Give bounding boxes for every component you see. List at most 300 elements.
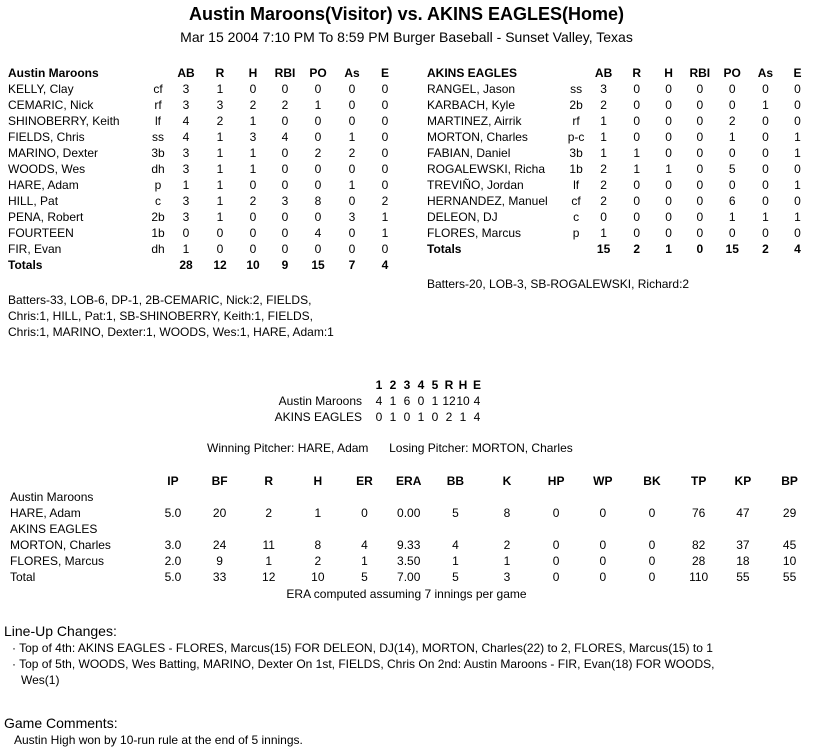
inning-header: 2: [389, 378, 397, 392]
pitching-stat-cell: 1: [452, 554, 459, 568]
stat-cell: 0: [794, 98, 801, 112]
pitching-total-row: [10, 569, 813, 585]
stat-cell: 3: [182, 82, 190, 96]
player-name: FLORES, Marcus: [427, 226, 522, 240]
stat-cell: 0: [728, 146, 736, 160]
player-position: 2b: [151, 210, 165, 224]
stat-cell: 0: [249, 226, 257, 240]
linescore-team: AKINS EAGLES: [274, 410, 362, 424]
stat-cell: 1: [665, 162, 672, 176]
stat-cell: 2: [600, 194, 607, 208]
total-cell: 4: [381, 258, 389, 272]
stat-cell: 1: [216, 162, 224, 176]
visitor-note-line: Batters-33, LOB-6, DP-1, 2B-CEMARIC, Nick:2, FIELDS,: [8, 293, 312, 307]
linescore-cell: 1: [389, 410, 397, 424]
pitching-total-cell: 33: [212, 570, 227, 584]
player-position: 1b: [151, 226, 165, 240]
total-cell: 28: [179, 258, 193, 272]
stat-cell: 0: [665, 130, 672, 144]
pitching-stat-cell: 0: [648, 506, 656, 520]
player-row: [427, 209, 813, 225]
era-note: ERA computed assuming 7 innings per game: [286, 587, 527, 601]
stat-cell: 0: [633, 226, 640, 240]
pitching-stat-cell: 0.00: [397, 506, 421, 520]
linescore-cell: 0: [375, 410, 383, 424]
linescore-row: [258, 393, 484, 409]
player-position: ss: [152, 130, 164, 144]
player-position: cf: [153, 82, 163, 96]
stat-cell: 1: [249, 146, 257, 160]
pitcher-row: [10, 553, 813, 569]
pitching-column-header: BF: [211, 474, 228, 488]
column-header: H: [248, 66, 258, 80]
player-row: [8, 177, 401, 193]
pitching-stat-cell: 2: [265, 506, 273, 520]
pitching-stat-cell: 10: [782, 554, 797, 568]
stat-cell: 0: [281, 114, 289, 128]
stat-cell: 0: [314, 162, 322, 176]
player-name: PENA, Robert: [8, 210, 84, 224]
player-name: MARINO, Dexter: [8, 146, 99, 160]
page-title: Austin Maroons(Visitor) vs. AKINS EAGLES(Home): [188, 4, 625, 24]
stat-cell: 0: [762, 146, 769, 160]
stat-cell: 0: [762, 194, 769, 208]
pitching-column-header: HP: [547, 474, 565, 488]
pitching-stat-cell: 0: [648, 538, 656, 552]
player-name: CEMARIC, Nick: [8, 98, 94, 112]
stat-cell: 2: [728, 114, 736, 128]
stat-cell: 0: [281, 178, 289, 192]
stat-cell: 0: [633, 82, 640, 96]
pitching-column-header: KP: [734, 474, 752, 488]
stat-cell: 0: [249, 178, 257, 192]
linescore-row: [258, 409, 484, 425]
stat-cell: 1: [216, 130, 224, 144]
linescore-cell: 4: [473, 394, 481, 408]
pitching-stat-cell: 8: [314, 538, 322, 552]
stat-cell: 0: [633, 178, 640, 192]
player-name: KELLY, Clay: [8, 82, 74, 96]
player-name: HERNANDEZ, Manuel: [427, 194, 548, 208]
stat-cell: 2: [249, 194, 257, 208]
column-header: As: [344, 66, 360, 80]
player-position: 1b: [569, 162, 583, 176]
stat-cell: 0: [314, 114, 322, 128]
column-header: H: [664, 66, 673, 80]
game-comments-text: Austin High won by 10-run rule at the end of 5 innings.: [14, 733, 303, 747]
pitching-stat-cell: 5: [452, 506, 459, 520]
stat-cell: 0: [633, 130, 640, 144]
stat-cell: 4: [182, 130, 190, 144]
game-info: Mar 15 2004 7:10 PM To 8:59 PM Burger Baseball - Sunset Valley, Texas: [180, 29, 633, 45]
player-position: lf: [155, 114, 161, 128]
pitching-stat-cell: 1: [503, 554, 511, 568]
stat-cell: 0: [794, 162, 801, 176]
totals-row: [8, 257, 401, 273]
stat-cell: 2: [600, 162, 607, 176]
lineup-change-item-cont: Wes(1): [21, 673, 60, 687]
stat-cell: 1: [762, 98, 769, 112]
stat-cell: 0: [281, 146, 289, 160]
player-row: [427, 145, 813, 161]
stat-cell: 1: [216, 194, 224, 208]
stat-cell: 1: [794, 178, 801, 192]
stat-cell: 0: [633, 114, 640, 128]
stat-cell: 2: [600, 178, 607, 192]
player-row: [8, 241, 401, 257]
player-name: SHINOBERRY, Keith: [8, 114, 120, 128]
stat-cell: 3: [249, 130, 257, 144]
stat-cell: 0: [314, 178, 322, 192]
column-header: E: [380, 66, 389, 80]
pitching-column-header: BP: [781, 474, 798, 488]
player-row: [427, 193, 813, 209]
pitching-table: [10, 473, 813, 585]
pitching-column-header: H: [313, 474, 323, 488]
pitching-stat-cell: 2.0: [164, 554, 182, 568]
inning-header: R: [444, 378, 454, 392]
stat-cell: 0: [348, 114, 356, 128]
home-note-line: Batters-20, LOB-3, SB-ROGALEWSKI, Richard:2: [427, 277, 690, 291]
pitching-stat-cell: 0: [361, 506, 368, 520]
stat-cell: 0: [381, 98, 389, 112]
player-position: dh: [151, 162, 165, 176]
losing-pitcher-label: Losing Pitcher:: [389, 441, 469, 455]
stat-cell: 0: [348, 82, 356, 96]
stat-cell: 0: [381, 178, 389, 192]
pitching-stat-cell: 8: [503, 506, 511, 520]
pitching-column-header: IP: [167, 474, 179, 488]
pitching-stat-cell: 0: [599, 554, 607, 568]
stat-cell: 0: [348, 162, 356, 176]
linescore-cell: 10: [456, 394, 470, 408]
linescore-team: Austin Maroons: [278, 394, 362, 408]
pitching-team-row: [10, 521, 813, 537]
stat-cell: 0: [314, 242, 322, 256]
visitor-note-line: Chris:1, MARINO, Dexter:1, WOODS, Wes:1, HARE, Adam:1: [8, 325, 334, 339]
pitching-stat-cell: 0: [552, 538, 560, 552]
player-name: ROGALEWSKI, Richa: [427, 162, 546, 176]
stat-cell: 0: [249, 242, 257, 256]
pitching-total-cell: 5: [452, 570, 459, 584]
stat-cell: 0: [794, 114, 801, 128]
totals-label: Totals: [427, 242, 462, 256]
inning-header: 4: [417, 378, 425, 392]
stat-cell: 0: [696, 226, 704, 240]
pitching-total-cell: 110: [689, 570, 709, 584]
stat-cell: 2: [348, 146, 356, 160]
stat-cell: 1: [728, 130, 736, 144]
lineup-change-item: · Top of 5th, WOODS, Wes Batting, MARINO, Dexter On 1st, FIELDS, Chris On 2nd: Austin Maroons - FIR, Evan(18) FOR WOODS,: [12, 657, 715, 671]
stat-cell: 1: [216, 178, 224, 192]
pitching-stat-cell: 0: [552, 506, 560, 520]
stat-cell: 3: [182, 194, 190, 208]
pitching-column-header: TP: [690, 474, 707, 488]
pitching-stat-cell: 3.0: [164, 538, 182, 552]
stat-cell: 0: [762, 162, 769, 176]
pitching-team-name: AKINS EAGLES: [10, 522, 98, 536]
stat-cell: 0: [348, 226, 356, 240]
stat-cell: 1: [794, 210, 801, 224]
linescore-cell: 0: [417, 394, 425, 408]
pitching-total-cell: 5: [361, 570, 368, 584]
stat-cell: 1: [348, 178, 356, 192]
player-name: FOURTEEN: [8, 226, 74, 240]
stat-cell: 1: [381, 226, 389, 240]
pitcher-row: [10, 537, 813, 553]
column-header: RBI: [274, 66, 296, 80]
linescore-cell: 1: [459, 410, 467, 424]
pitching-stat-cell: 1: [314, 506, 322, 520]
total-cell: 2: [633, 242, 640, 256]
column-header: PO: [723, 66, 741, 80]
player-row: [8, 161, 401, 177]
stat-cell: 3: [182, 210, 190, 224]
player-position: rf: [154, 98, 162, 112]
player-row: [427, 129, 813, 145]
stat-cell: 0: [281, 242, 289, 256]
game-comments-title: Game Comments:: [4, 715, 118, 731]
winning-pitcher-label: Winning Pitcher:: [207, 441, 295, 455]
inning-header: 3: [403, 378, 411, 392]
pitching-stat-cell: 82: [691, 538, 706, 552]
stat-cell: 0: [665, 210, 672, 224]
pitching-team-row: [10, 489, 813, 505]
lineup-change-item: · Top of 4th: AKINS EAGLES - FLORES, Marcus(15) FOR DELEON, DJ(14), MORTON, Charles(22) to 2, FLORES, Marcus(15) to 1: [12, 641, 713, 655]
pitching-total-cell: 55: [736, 570, 750, 584]
stat-cell: 0: [281, 82, 289, 96]
stat-cell: 0: [633, 210, 640, 224]
player-name: WOODS, Wes: [8, 162, 86, 176]
pitching-stat-cell: 28: [691, 554, 706, 568]
stat-cell: 0: [665, 98, 672, 112]
lineup-changes-list: [12, 640, 807, 688]
pitching-team-name: Austin Maroons: [10, 490, 94, 504]
linescore-cell: 0: [431, 410, 439, 424]
pitching-total-cell: 5.0: [164, 570, 182, 584]
lineup-changes-title: Line-Up Changes:: [4, 623, 117, 639]
pitching-stat-cell: 1: [265, 554, 273, 568]
pitching-stat-cell: 47: [736, 506, 750, 520]
pitching-stat-cell: 20: [212, 506, 227, 520]
stat-cell: 1: [216, 82, 224, 96]
stat-cell: 0: [348, 242, 356, 256]
pitching-header-row: [10, 473, 813, 489]
total-cell: 1: [665, 242, 672, 256]
pitching-stat-cell: 5.0: [164, 506, 182, 520]
stat-cell: 3: [182, 98, 190, 112]
stat-cell: 1: [600, 130, 607, 144]
stat-cell: 0: [762, 130, 769, 144]
player-position: cf: [571, 194, 581, 208]
inning-header: H: [458, 378, 468, 392]
player-position: dh: [151, 242, 165, 256]
stat-cell: 5: [728, 162, 736, 176]
stat-cell: 1: [249, 114, 257, 128]
stat-cell: 1: [182, 178, 190, 192]
home-batting-notes: [427, 276, 689, 292]
stat-cell: 0: [348, 98, 356, 112]
pitching-column-header: R: [264, 474, 274, 488]
stat-cell: 1: [600, 146, 607, 160]
total-cell: 0: [696, 242, 704, 256]
linescore-cell: 4: [473, 410, 481, 424]
player-row: [8, 193, 401, 209]
stat-cell: 1: [381, 210, 389, 224]
stat-cell: 0: [696, 146, 704, 160]
pitcher-decisions: [207, 441, 573, 455]
home-batting-table: [427, 65, 813, 257]
pitching-total-cell: 0: [648, 570, 656, 584]
player-row: [8, 97, 401, 113]
total-cell: 2: [762, 242, 769, 256]
stat-cell: 3: [182, 162, 190, 176]
stat-cell: 0: [600, 210, 607, 224]
player-row: [8, 225, 401, 241]
stat-cell: 1: [182, 242, 190, 256]
stat-cell: 2: [314, 146, 322, 160]
player-position: 3b: [151, 146, 165, 160]
player-row: [8, 113, 401, 129]
stat-cell: 1: [314, 98, 322, 112]
stat-cell: 0: [665, 146, 672, 160]
pitching-stat-cell: 2: [503, 538, 511, 552]
linescore-cell: 4: [375, 394, 383, 408]
pitching-column-header: BB: [446, 474, 465, 488]
stat-cell: 0: [728, 82, 736, 96]
column-header: R: [215, 66, 225, 80]
stat-cell: 0: [314, 130, 322, 144]
stat-cell: 0: [216, 226, 224, 240]
stat-cell: 0: [381, 114, 389, 128]
pitching-stat-cell: 0: [599, 538, 607, 552]
linescore-cell: 6: [403, 394, 411, 408]
pitcher-name: FLORES, Marcus: [10, 554, 105, 568]
stat-cell: 0: [182, 226, 190, 240]
stat-cell: 0: [249, 210, 257, 224]
stat-cell: 0: [696, 82, 704, 96]
pitching-stat-cell: 0: [648, 554, 656, 568]
linescore-cell: 0: [403, 410, 411, 424]
stat-cell: 2: [249, 98, 257, 112]
pitching-stat-cell: 0: [552, 554, 560, 568]
stat-cell: 1: [249, 162, 257, 176]
stat-cell: 0: [281, 226, 289, 240]
stat-cell: 3: [348, 210, 356, 224]
stat-cell: 6: [728, 194, 736, 208]
stat-cell: 0: [381, 242, 389, 256]
stat-cell: 0: [762, 114, 769, 128]
stat-cell: 1: [216, 210, 224, 224]
stat-cell: 3: [182, 146, 190, 160]
linescore-cell: 1: [431, 394, 439, 408]
total-cell: 4: [794, 242, 801, 256]
player-row: [427, 81, 813, 97]
stat-cell: 0: [314, 210, 322, 224]
stat-cell: 0: [696, 210, 704, 224]
linescore-table: [258, 377, 484, 425]
player-name: TREVIÑO, Jordan: [427, 178, 524, 192]
pitching-stat-cell: 3.50: [397, 554, 421, 568]
totals-label: Totals: [8, 258, 43, 272]
pitching-stat-cell: 9.33: [397, 538, 421, 552]
total-cell: 15: [596, 242, 611, 256]
player-position: lf: [573, 178, 580, 192]
player-name: FIELDS, Chris: [8, 130, 85, 144]
stat-cell: 4: [281, 130, 289, 144]
stat-cell: 0: [665, 82, 672, 96]
team-name: Austin Maroons: [8, 66, 99, 80]
player-name: FABIAN, Daniel: [427, 146, 511, 160]
stat-cell: 0: [762, 82, 769, 96]
player-row: [427, 177, 813, 193]
stat-cell: 0: [696, 162, 704, 176]
pitching-stat-cell: 9: [216, 554, 223, 568]
stat-cell: 0: [696, 130, 704, 144]
player-name: FIR, Evan: [8, 242, 62, 256]
player-name: MORTON, Charles: [427, 130, 528, 144]
pitching-column-header: ER: [356, 474, 373, 488]
pitching-column-header: ERA: [396, 474, 422, 488]
player-position: ss: [570, 82, 583, 96]
stat-cell: 1: [794, 146, 801, 160]
stat-cell: 1: [728, 210, 736, 224]
stat-cell: 1: [633, 162, 640, 176]
pitching-stat-cell: 29: [782, 506, 797, 520]
player-position: 3b: [569, 146, 583, 160]
player-name: DELEON, DJ: [427, 210, 498, 224]
stat-cell: 0: [633, 98, 640, 112]
stat-cell: 0: [696, 194, 704, 208]
stat-cell: 0: [381, 82, 389, 96]
stat-cell: 0: [314, 82, 322, 96]
stat-cell: 1: [600, 226, 607, 240]
stat-cell: 2: [281, 98, 289, 112]
stat-cell: 0: [728, 226, 736, 240]
stat-cell: 8: [314, 194, 322, 208]
pitching-total-label: Total: [10, 570, 36, 584]
pitching-stat-cell: 0: [599, 506, 607, 520]
stat-cell: 0: [794, 226, 801, 240]
player-row: [8, 209, 401, 225]
pitching-total-cell: 0: [552, 570, 560, 584]
column-header: R: [632, 66, 641, 80]
pitching-stat-cell: 11: [262, 538, 275, 552]
player-row: [8, 145, 401, 161]
pitching-stat-cell: 1: [361, 554, 368, 568]
stat-cell: 0: [794, 194, 801, 208]
pitching-stat-cell: 37: [736, 538, 750, 552]
stat-cell: 0: [381, 130, 389, 144]
visitor-batting-notes: [8, 292, 334, 340]
column-header: AB: [177, 66, 195, 80]
pitching-stat-cell: 18: [736, 554, 750, 568]
linescore-header-row: [258, 377, 484, 393]
stat-cell: 0: [281, 162, 289, 176]
stat-cell: 0: [665, 194, 672, 208]
stat-cell: 0: [633, 194, 640, 208]
column-header: PO: [309, 66, 327, 80]
winning-pitcher: HARE, Adam: [297, 441, 369, 455]
stat-cell: 0: [696, 114, 704, 128]
visitor-note-line: Chris:1, HILL, Pat:1, SB-SHINOBERRY, Keith:1, FIELDS,: [8, 309, 314, 323]
stat-cell: 0: [696, 178, 704, 192]
stat-cell: 1: [762, 210, 769, 224]
stat-cell: 3: [600, 82, 607, 96]
player-position: p: [154, 178, 162, 192]
pitching-stat-cell: 4: [361, 538, 368, 552]
pitching-total-cell: 0: [599, 570, 607, 584]
